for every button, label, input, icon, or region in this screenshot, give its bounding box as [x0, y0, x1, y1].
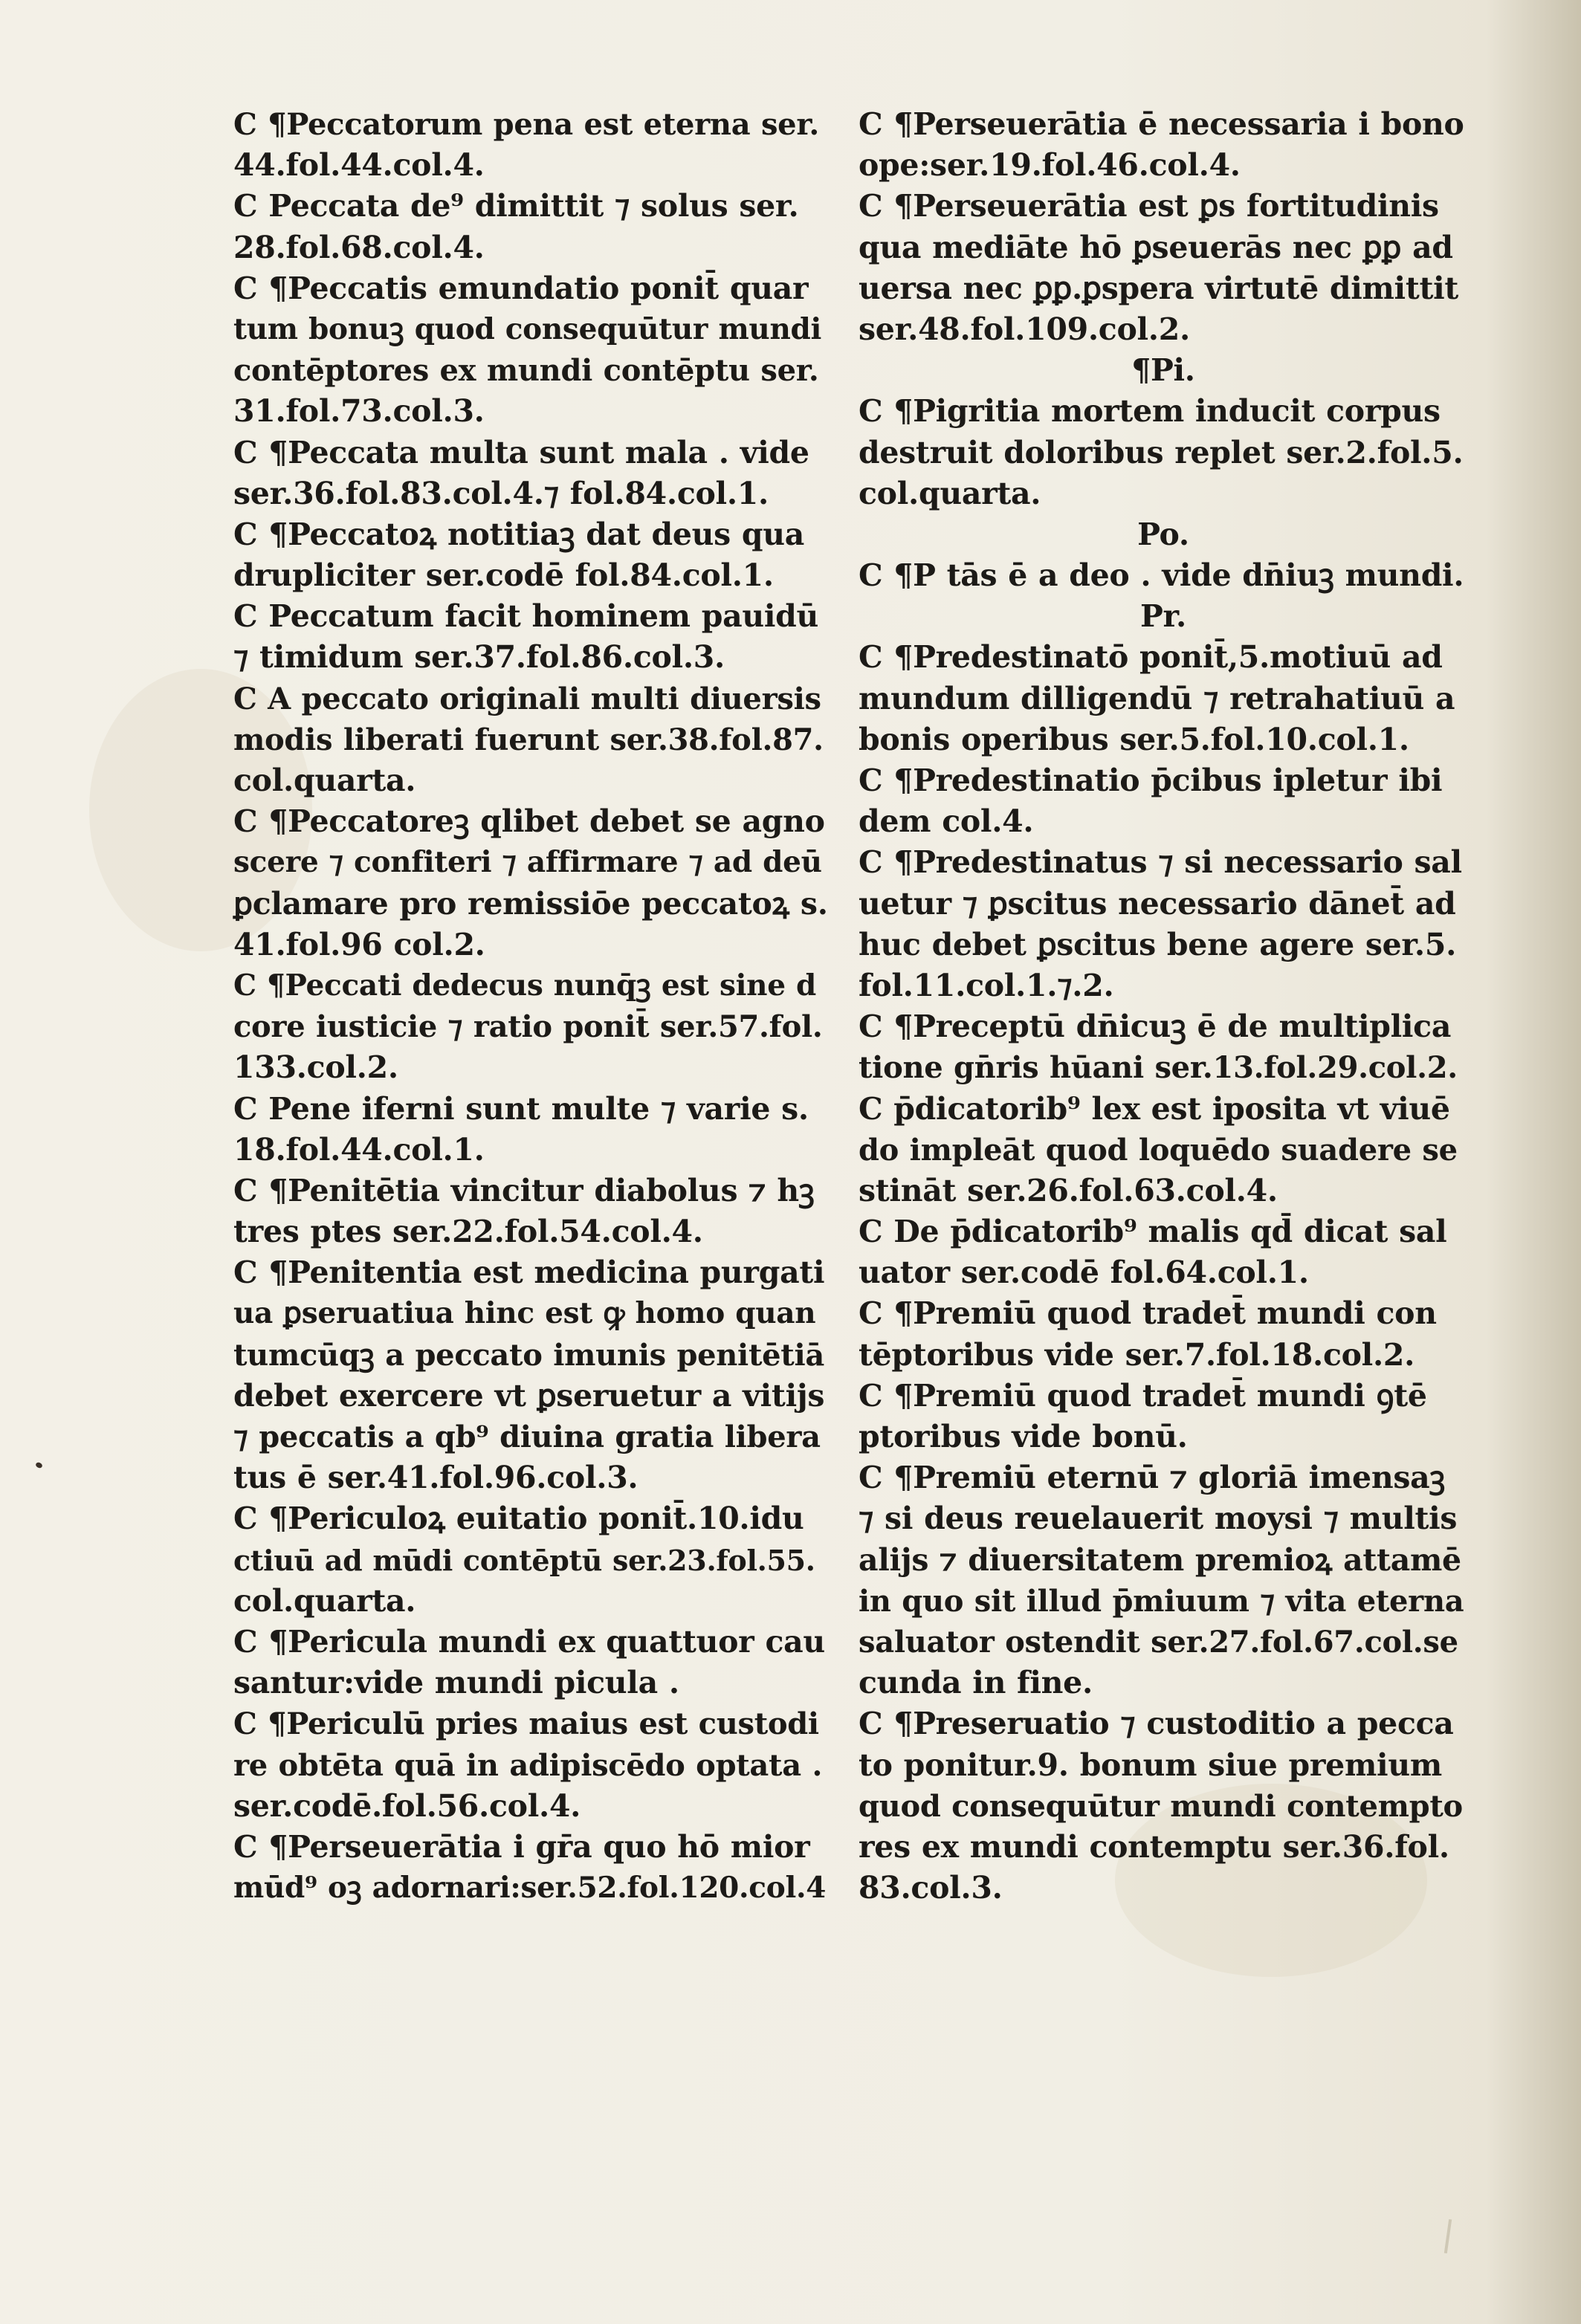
index-entry-line: C De p̄dicatorib⁹ malis qd̄ dicat sal	[859, 1214, 1447, 1250]
section-heading: ¶Pi.	[1131, 352, 1195, 389]
index-entry-line: mundum dilligendū ⁊ retrahatiuū a	[859, 680, 1455, 716]
index-entry-line: C ¶P tās ē a deo . vide dn̄iuꝫ mundi.	[859, 557, 1464, 594]
index-entry-line: dem col.4.	[859, 803, 1034, 840]
index-entry-line: scere ⁊ confiteri ⁊ affirmare ⁊ ad deū	[233, 845, 822, 880]
index-entry-line: ua ꝑseruatiua hinc est ꝙ homo quan	[233, 1296, 816, 1331]
index-entry-line: C ¶Penitētia vincitur diabolus ⁊ hꝫ	[233, 1172, 815, 1208]
index-entry-line: drupliciter ser.codē fol.84.col.1.	[233, 557, 774, 594]
index-entry-line: ⁊ timidum ser.37.fol.86.col.3.	[233, 639, 725, 676]
index-entry-line: tumcūqꝫ a peccato imunis penitētiā	[233, 1337, 824, 1373]
index-entry-line: C Peccatum facit hominem pauidū	[233, 598, 819, 635]
index-entry-line: C ¶Pigritia mortem inducit corpus	[859, 393, 1441, 430]
index-entry-line: core iusticie ⁊ ratio ponit̄ ser.57.fol.	[233, 1009, 823, 1045]
section-heading: Pr.	[1139, 598, 1187, 635]
index-entry-line: tres ptes ser.22.fol.54.col.4.	[233, 1214, 703, 1250]
index-entry-line: destruit doloribus replet ser.2.fol.5.	[859, 434, 1464, 470]
index-entry-line: 28.fol.68.col.4.	[233, 229, 485, 265]
index-entry-line: C ¶Periculū pries maius est custodi	[233, 1706, 819, 1742]
index-entry-line: ⁊ peccatis a qb⁹ diuina gratia libera	[233, 1420, 821, 1454]
index-entry-line: tus ē ser.41.fol.96.col.3.	[233, 1460, 638, 1496]
index-entry-line: to ponitur.9. bonum siue premium	[859, 1747, 1442, 1783]
index-entry-line: cunda in fine.	[859, 1665, 1093, 1701]
index-entry-line: bonis operibus ser.5.fol.10.col.1.	[859, 721, 1409, 757]
index-entry-line: C ¶Predestinatus ⁊ si necessario sal	[859, 844, 1462, 881]
index-entry-line: in quo sit illud p̄miuum ⁊ vita eterna	[859, 1583, 1464, 1619]
right-text-column	[859, 104, 1468, 1909]
index-entry-line: 133.col.2.	[233, 1049, 398, 1086]
index-entry-line: ⁊ si deus reuelauerit moysi ⁊ multis	[859, 1501, 1458, 1537]
index-entry-line: uetur ⁊ ꝑscitus necessario dānet̄ ad	[859, 885, 1456, 922]
index-entry-line: tēptoribus vide ser.7.fol.18.col.2.	[859, 1336, 1415, 1373]
index-entry-line: C ¶Preceptū dn̄icuꝫ ē de multiplica	[859, 1009, 1452, 1045]
index-entry-line: stināt ser.26.fol.63.col.4.	[859, 1172, 1278, 1208]
index-entry-line: re obtēta quā in adipiscēdo optata .	[233, 1747, 823, 1783]
index-entry-line: C A peccato originali multi diuersis	[233, 681, 821, 716]
index-entry-line: col.quarta.	[859, 475, 1041, 511]
index-entry-line: contēptores ex mundi contēptu ser.	[233, 353, 819, 389]
index-entry-line: qua mediāte hō ꝑseuerās nec ꝑꝑ ad	[859, 229, 1453, 265]
index-entry-line: mūd⁹ oꝫ adornari:ser.52.fol.120.col.4	[233, 1871, 827, 1906]
index-entry-line: ser.36.fol.83.col.4.⁊ fol.84.col.1.	[233, 475, 769, 511]
index-entry-line: fol.11.col.1.⁊.2.	[859, 967, 1114, 1003]
index-entry-line: col.quarta.	[233, 1582, 416, 1619]
index-entry-line: C ¶Peccatoreꝫ qlibet debet se agno	[233, 803, 825, 840]
index-entry-line: tione gn̄ris hūani ser.13.fol.29.col.2.	[859, 1050, 1458, 1086]
index-entry-line: C ¶Preseruatio ⁊ custoditio a pecca	[859, 1706, 1454, 1742]
index-entry-line: C ¶Peccatoꝝ notitiaꝫ dat deus qua	[233, 516, 805, 552]
index-entry-line: uersa nec ꝑꝑ.ꝑspera virtutē dimittit	[859, 270, 1459, 306]
index-entry-line: huc debet ꝑscitus bene agere ser.5.	[859, 926, 1457, 962]
index-entry-line: C ¶Perseuerātia est ꝑs fortitudinis	[859, 188, 1439, 224]
index-entry-line: ꝑclamare pro remissiōe peccatoꝝ s.	[233, 885, 828, 922]
index-entry-line: ser.codē.fol.56.col.4.	[233, 1787, 581, 1824]
index-entry-line: res ex mundi contemptu ser.36.fol.	[859, 1828, 1449, 1865]
ink-speck	[35, 1461, 43, 1469]
index-entry-line: ptoribus vide bonū.	[859, 1419, 1188, 1454]
index-entry-line: do impleāt quod loquēdo suadere se	[859, 1132, 1458, 1168]
index-entry-line: C ¶Perseuerātia i gr̄a quo hō mior	[233, 1828, 810, 1865]
index-entry-line: C ¶Premiū quod tradet̄ mundi con	[859, 1295, 1437, 1332]
left-text-column	[233, 104, 828, 1909]
index-entry-line: C Pene iferni sunt multe ⁊ varie s.	[233, 1090, 809, 1127]
index-entry-line: santur:vide mundi picula .	[233, 1665, 679, 1701]
index-entry-line: C ¶Pericula mundi ex quattuor cau	[233, 1623, 825, 1660]
index-entry-line: ope:ser.19.fol.46.col.4.	[859, 147, 1241, 184]
index-entry-line: col.quarta.	[233, 763, 416, 798]
section-heading: Po.	[1137, 516, 1189, 552]
index-entry-line: C ¶Peccata multa sunt mala . vide	[233, 434, 809, 470]
index-entry-line: debet exercere vt ꝑseruetur a vitijs	[233, 1377, 825, 1414]
index-entry-line: C ¶Predestinatio p̄cibus ipletur ibi	[859, 763, 1443, 798]
index-entry-line: C Peccata de⁹ dimittit ⁊ solus ser.	[233, 188, 799, 224]
index-entry-line: 18.fol.44.col.1.	[233, 1131, 485, 1168]
index-entry-line: C p̄dicatorib⁹ lex est iposita vt viuē	[859, 1090, 1450, 1127]
index-entry-line: 44.fol.44.col.4.	[233, 147, 485, 184]
index-entry-line: C ¶Periculoꝝ euitatio ponit̄.10.idu	[233, 1501, 804, 1537]
index-entry-line: C ¶Premiū eternū ⁊ gloriā imensaꝫ	[859, 1460, 1446, 1496]
index-entry-line: uator ser.codē fol.64.col.1.	[859, 1255, 1309, 1291]
index-entry-line: C ¶Perseuerātia ē necessaria i bono	[859, 106, 1464, 142]
index-entry-line: modis liberati fuerunt ser.38.fol.87.	[233, 722, 824, 757]
index-entry-line: tum bonuꝫ quod consequūtur mundi	[233, 311, 822, 346]
index-entry-line: saluator ostendit ser.27.fol.67.col.se	[859, 1624, 1458, 1660]
index-entry-line: C ¶Peccati dedecus nunq̄ꝫ est sine d	[233, 968, 816, 1003]
index-entry-line: 31.fol.73.col.3.	[233, 393, 485, 430]
index-entry-line: alijs ⁊ diuersitatem premioꝝ attamē	[859, 1541, 1461, 1578]
index-entry-line: C ¶Peccatis emundatio ponit̄ quar	[233, 270, 809, 306]
index-entry-line: ser.48.fol.109.col.2.	[859, 311, 1190, 347]
index-entry-line: ctiuū ad mūdi contēptū ser.23.fol.55.	[233, 1543, 815, 1577]
index-entry-line: C ¶Premiū quod tradet̄ mundi ꝯtē	[859, 1377, 1427, 1414]
index-entry-line: C ¶Predestinatō ponit̄,5.motiuū ad	[859, 639, 1443, 676]
page-crease-mark	[1444, 2219, 1452, 2253]
index-entry-line: quod consequūtur mundi contempto	[859, 1788, 1463, 1824]
index-entry-line: 41.fol.96 col.2.	[233, 926, 485, 962]
index-entry-line: C ¶Penitentia est medicina purgati	[233, 1255, 825, 1291]
index-entry-line: 83.col.3.	[859, 1870, 1003, 1906]
index-entry-line: C ¶Peccatorum pena est eterna ser.	[233, 107, 820, 142]
